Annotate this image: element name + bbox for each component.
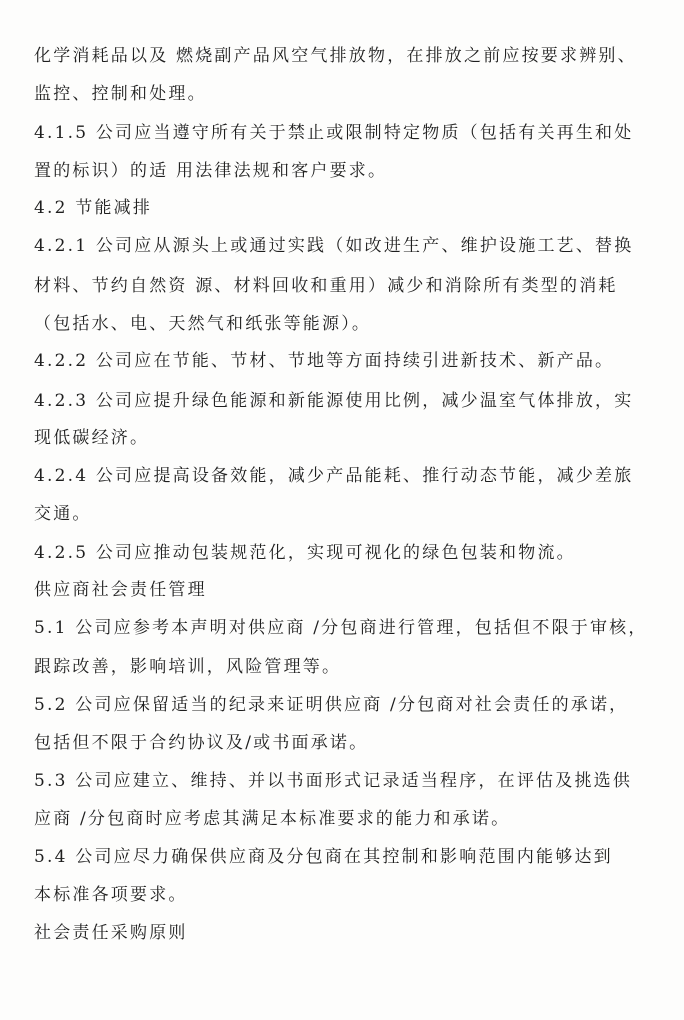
text-line-10: 4.2.3 公司应提升绿色能源和新能源使用比例，减少温室气体排放，实 xyxy=(34,391,634,411)
text-line-2: 监控、控制和处理。 xyxy=(34,84,207,104)
text-line-12: 4.2.4 公司应提高设备效能，减少产品能耗、推行动态节能，减少差旅 xyxy=(34,466,634,486)
text-line-23: 本标准各项要求。 xyxy=(34,885,188,905)
section-heading-supplier: 供应商社会责任管理 xyxy=(34,580,207,600)
text-line-7: 材料、节约自然资 源、材料回收和重用）减少和消除所有类型的消耗 xyxy=(34,276,618,296)
text-line-16: 5.1 公司应参考本声明对供应商 /分包商进行管理，包括但不限于审核， xyxy=(34,618,648,638)
text-line-1: 化学消耗品以及 燃烧副产品风空气排放物，在排放之前应按要求辨别、 xyxy=(34,46,637,66)
text-line-17: 跟踪改善，影响培训，风险管理等。 xyxy=(34,657,342,677)
text-line-22: 5.4 公司应尽力确保供应商及分包商在其控制和影响范围内能够达到 xyxy=(34,847,613,867)
text-line-21: 应商 /分包商时应考虑其满足本标准要求的能力和承诺。 xyxy=(34,809,511,829)
text-line-3: 4.1.5 公司应当遵守所有关于禁止或限制特定物质（包括有关再生和处 xyxy=(34,123,634,143)
text-line-14: 4.2.5 公司应推动包装规范化，实现可视化的绿色包装和物流。 xyxy=(34,543,576,563)
text-line-4: 置的标识）的适 用法律法规和客户要求。 xyxy=(34,161,388,181)
text-line-8: （包括水、电、天然气和纸张等能源）。 xyxy=(34,314,372,334)
text-line-20: 5.3 公司应建立、维持、并以书面形式记录适当程序，在评估及挑选供 xyxy=(34,771,633,791)
section-heading-procurement: 社会责任采购原则 xyxy=(34,923,188,943)
text-line-11: 现低碳经济。 xyxy=(34,428,150,448)
text-line-13: 交通。 xyxy=(34,504,92,524)
text-line-19: 包括但不限于合约协议及/或书面承诺。 xyxy=(34,733,369,753)
text-line-6: 4.2.1 公司应从源头上或通过实践（如改进生产、维护设施工艺、替换 xyxy=(34,236,634,256)
text-line-18: 5.2 公司应保留适当的纪录来证明供应商 /分包商对社会责任的承诺， xyxy=(34,695,629,715)
section-heading-4-2: 4.2 节能减排 xyxy=(34,198,153,218)
text-line-9: 4.2.2 公司应在节能、节材、节地等方面持续引进新技术、新产品。 xyxy=(34,351,615,371)
